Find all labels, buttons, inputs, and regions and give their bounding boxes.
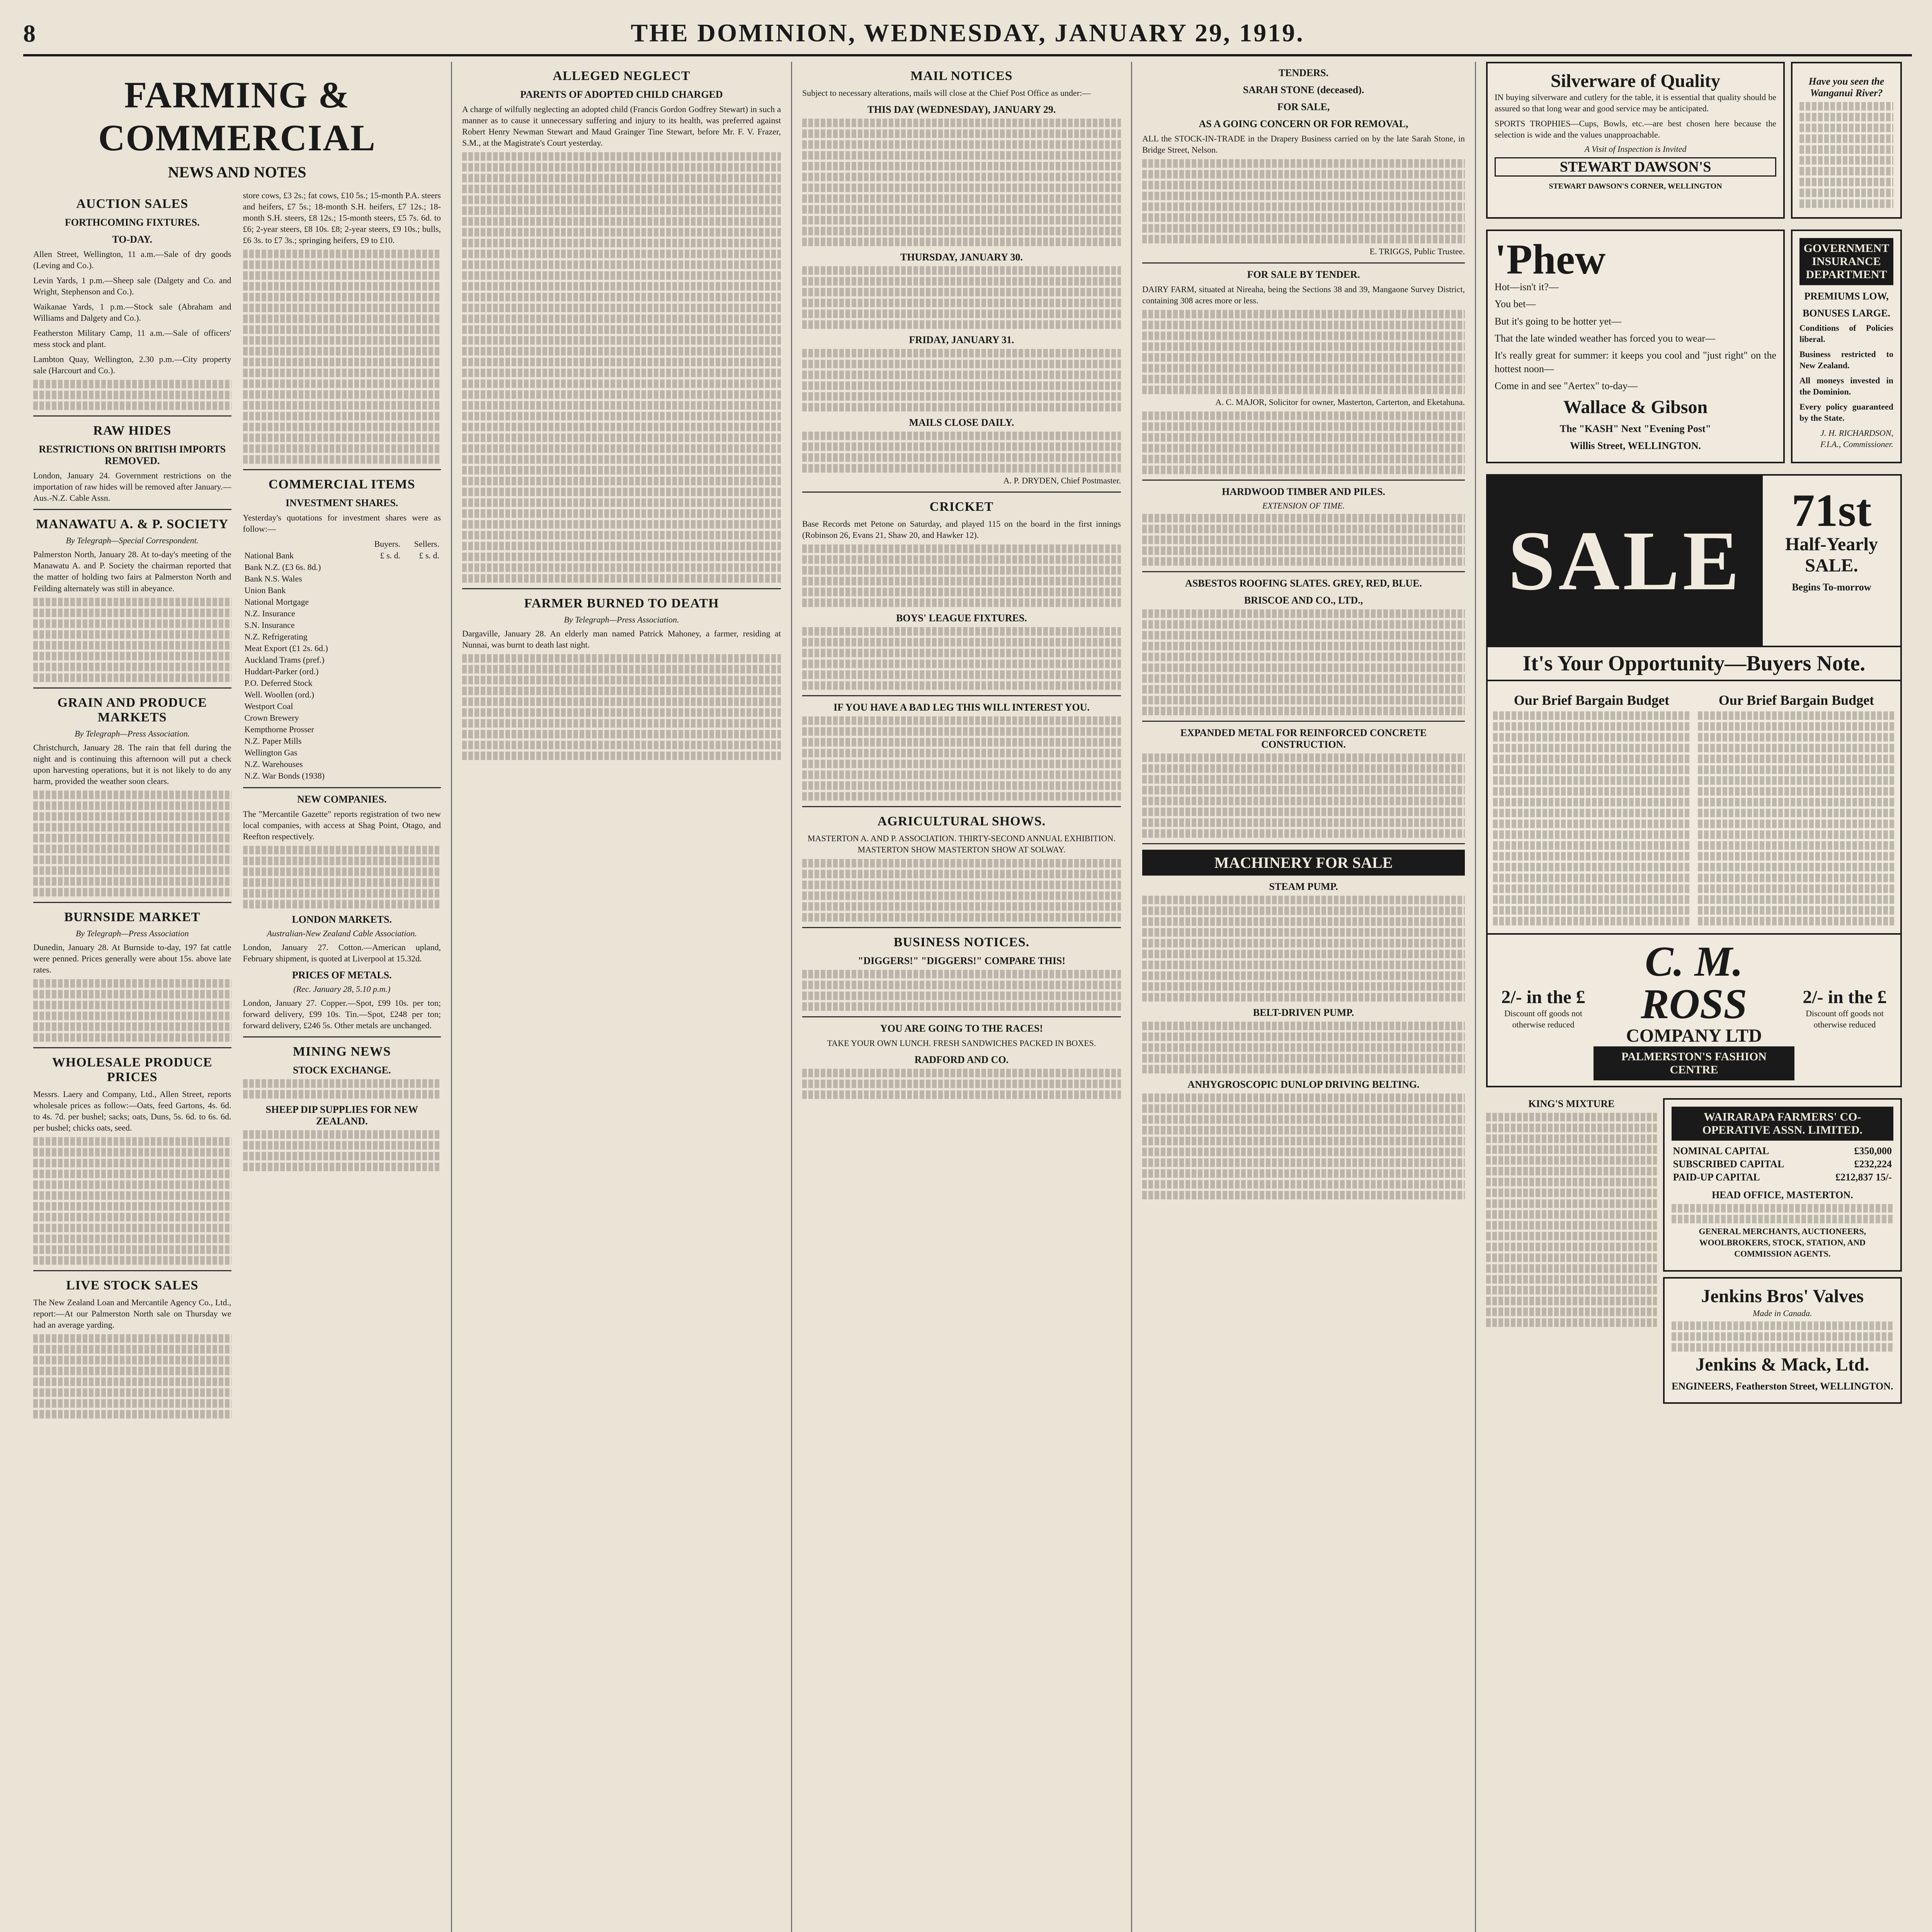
share-buyers: [362, 666, 402, 677]
visit-notice: A Visit of Inspection is Invited: [1584, 144, 1687, 154]
auction-line: Featherston Military Camp, 11 a.m.—Sale of officers' mess stock and plant.: [33, 328, 231, 349]
phew-line: Come in and see "Aertex" to-day—: [1495, 380, 1638, 391]
triggs-signature: E. TRIGGS, Public Trustee.: [1369, 247, 1465, 257]
share-name: N.Z. Refrigerating: [244, 632, 308, 642]
share-sellers: [402, 666, 441, 677]
silverware-title: Silverware of Quality: [1550, 71, 1721, 91]
share-buyers: [362, 654, 402, 666]
ross-logo: C. M. ROSS: [1641, 938, 1747, 1028]
share-name: Union Bank: [244, 585, 286, 595]
share-sellers: [402, 759, 441, 770]
wanganui-heading: Have you seen the Wanganui River?: [1808, 76, 1884, 99]
table-row: [243, 643, 441, 654]
col-buyers: Buyers.: [374, 539, 401, 549]
half-yearly-panel: [1763, 476, 1900, 646]
investment-heading: INVESTMENT SHARES.: [286, 497, 398, 509]
jenkins-title: Jenkins Bros' Valves: [1701, 1286, 1864, 1307]
diggers-notice: "DIGGERS!" "DIGGERS!" COMPARE THIS!: [857, 955, 1066, 967]
govt-note: All moneys invested in the Dominion.: [1799, 376, 1893, 397]
farmer-heading: FARMER BURNED TO DEATH: [524, 596, 719, 611]
metals-subheading: (Rec. January 28, 5.10 p.m.): [293, 984, 391, 994]
table-row: [243, 654, 441, 666]
column-mail: [792, 62, 1132, 1932]
section-title: FARMING & COMMERCIAL: [98, 74, 376, 158]
discount-right: 2/- in the £: [1803, 987, 1887, 1008]
cricket-heading: CRICKET: [929, 500, 994, 514]
manawatu-text: Palmerston North, January 28. At to-day's meeting of the Manawatu A. and P. Society the chairman reported that the matter of holding two fairs at Palmerston North and Feilding alternately was still in abeyance.: [33, 549, 231, 593]
share-buyers: [362, 712, 402, 724]
auction-line: Waikanae Yards, 1 p.m.—Stock sale (Abraham and Williams and Dalgety and Co.).: [33, 302, 231, 323]
share-name: Huddart-Parker (ord.): [244, 667, 319, 677]
table-row: [243, 585, 441, 596]
aertex-ad: [1486, 230, 1785, 463]
manawatu-heading: MANAWATU A. & P. SOCIETY: [36, 517, 229, 532]
share-sellers: [402, 712, 441, 724]
share-buyers: [362, 608, 402, 619]
jenkins-made: Made in Canada.: [1753, 1308, 1812, 1318]
capital-value: £212,837 15/-: [1835, 1172, 1892, 1183]
govt-note: Conditions of Policies liberal.: [1799, 323, 1893, 344]
table-row: [243, 747, 441, 759]
share-sellers: [402, 735, 441, 747]
share-name: N.Z. Insurance: [244, 609, 295, 619]
share-sellers: [402, 654, 441, 666]
sale-banner: [1488, 476, 1763, 646]
table-row: [243, 677, 441, 689]
farmer-byline: By Telegraph—Press Association.: [564, 615, 679, 625]
share-name: National Bank: [244, 551, 294, 561]
govt-note: Every policy guaranteed by the State.: [1799, 402, 1893, 423]
farmer-text: Dargaville, January 28. An elderly man named Patrick Mahoney, a farmer, residing at Nunnai, was burnt to death last night.: [462, 629, 781, 650]
auction-line: Lambton Quay, Wellington, 2.30 p.m.—City property sale (Harcourt and Co.).: [33, 354, 231, 376]
page-number: 8: [23, 20, 36, 47]
share-buyers: [362, 561, 402, 573]
wallace-gibson-tagline: The "KASH" Next "Evening Post": [1560, 423, 1711, 435]
small-ads-column: [1486, 1093, 1657, 1409]
masthead: [23, 15, 1912, 56]
capital-label: PAID-UP CAPITAL: [1673, 1172, 1760, 1183]
phew-line: But it's going to be hotter yet—: [1495, 315, 1622, 327]
opportunity-banner: It's Your Opportunity—Buyers Note.: [1488, 646, 1900, 681]
share-sellers: [402, 631, 441, 643]
wholesale-heading: WHOLESALE PRODUCE PRICES: [52, 1055, 213, 1084]
metals-text: London, January 27. Copper.—Spot, £99 10s. per ton; forward delivery, £99 10s. Tin.—Spot, £248 per ton; forward delivery, £246 5s. Other metals are unchanged.: [243, 998, 441, 1031]
hardwood-heading: HARDWOOD TIMBER AND PILES.: [1222, 486, 1385, 498]
table-row: [243, 689, 441, 701]
budget-heading-left: Our Brief Bargain Budget: [1514, 692, 1670, 708]
mail-day: MAILS CLOSE DAILY.: [909, 417, 1014, 429]
sheep-dip-heading: SHEEP DIP SUPPLIES FOR NEW ZEALAND.: [265, 1104, 418, 1127]
table-row: [243, 759, 441, 770]
auction-line: Allen Street, Wellington, 11 a.m.—Sale of dry goods (Leving and Co.).: [33, 249, 231, 270]
share-buyers: [362, 689, 402, 701]
grain-byline: By Telegraph—Press Association.: [75, 728, 190, 738]
wallace-gibson-name: Wallace & Gibson: [1563, 397, 1708, 418]
wanganui-ad: [1791, 62, 1902, 219]
belt-pump-heading: BELT-DRIVEN PUMP.: [1253, 1007, 1354, 1019]
share-buyers: [362, 585, 402, 596]
major-signature: A. C. MAJOR, Solicitor for owner, Masterton, Carterton, and Eketahuna.: [1215, 397, 1465, 407]
london-byline: Australian-New Zealand Cable Association.: [267, 929, 417, 939]
table-row: [243, 666, 441, 677]
auction-line: Levin Yards, 1 p.m.—Sheep sale (Dalgety and Co. and Wright, Stephenson and Co.).: [33, 276, 231, 297]
budget-heading-right: Our Brief Bargain Budget: [1718, 692, 1874, 708]
mail-day: FRIDAY, JANUARY 31.: [909, 334, 1014, 346]
races-text: TAKE YOUR OWN LUNCH. FRESH SANDWICHES PACKED IN BOXES.: [827, 1038, 1096, 1048]
capital-label: SUBSCRIBED CAPITAL: [1673, 1158, 1784, 1170]
share-name: Meat Export (£1 2s. 6d.): [244, 643, 328, 653]
table-row: [243, 770, 441, 782]
bad-leg-heading: IF YOU HAVE A BAD LEG THIS WILL INTEREST YOU.: [833, 702, 1090, 713]
fixtures-heading: FORTHCOMING FIXTURES.: [65, 217, 200, 228]
anhydrous-heading: ANHYGROSCOPIC DUNLOP DRIVING BELTING.: [1187, 1079, 1420, 1090]
stewart-dawson-ad: [1486, 62, 1785, 219]
ross-fashion-centre: PALMERSTON'S FASHION CENTRE: [1594, 1046, 1794, 1080]
discount-left: 2/- in the £: [1501, 987, 1585, 1008]
share-sellers: [402, 701, 441, 712]
grain-heading: GRAIN AND PRODUCE MARKETS: [57, 695, 207, 724]
table-row: [243, 724, 441, 735]
share-buyers: [362, 631, 402, 643]
going-concern-heading: AS A GOING CONCERN OR FOR REMOVAL,: [1199, 118, 1408, 129]
page-columns: [23, 62, 1912, 1932]
table-row: [243, 573, 441, 585]
government-insurance-ad: [1791, 230, 1902, 463]
share-name: Well. Woollen (ord.): [244, 690, 315, 700]
share-sellers: [402, 619, 441, 631]
discount-right-text: Discount off goods not otherwise reduced: [1806, 1009, 1884, 1030]
table-row: [1672, 1145, 1893, 1158]
phew-line: You bet—: [1495, 298, 1536, 310]
column-neglect: [452, 62, 792, 1932]
table-row: [243, 701, 441, 712]
stewart-dawson-address: STEWART DAWSON'S CORNER, WELLINGTON: [1549, 182, 1722, 191]
tenders-heading: TENDERS.: [1278, 67, 1329, 78]
sale-half-yearly: Half-Yearly: [1785, 534, 1878, 555]
share-sellers: [402, 689, 441, 701]
livestock-text: The New Zealand Loan and Mercantile Agency Co., Ltd., report:—At our Palmerston North sale on Thursday we had an average yarding.: [33, 1297, 231, 1330]
machinery-heading: MACHINERY FOR SALE: [1142, 850, 1465, 876]
phew-line: It's really great for summer: it keeps you cool and "just right" on the hottest noon—: [1495, 350, 1776, 374]
table-row: [243, 596, 441, 608]
masthead-title: THE DOMINION, WEDNESDAY, JANUARY 29, 1919.: [631, 19, 1304, 47]
table-row: [243, 561, 441, 573]
agricultural-text: MASTERTON A. AND P. ASSOCIATION. THIRTY-SECOND ANNUAL EXHIBITION. MASTERTON SHOW MASTERTON SHOW AT SOLWAY.: [808, 833, 1116, 855]
share-name: Westport Coal: [244, 701, 293, 711]
neglect-subheading: PARENTS OF ADOPTED CHILD CHARGED: [520, 89, 723, 100]
phew-line: That the late winded weather has forced you to wear—: [1495, 332, 1716, 344]
mail-day: THIS DAY (WEDNESDAY), JANUARY 29.: [867, 104, 1056, 116]
jenkins-ad: [1663, 1277, 1902, 1404]
tender-sale-heading: FOR SALE BY TENDER.: [1247, 269, 1360, 281]
govt-note: Business restricted to New Zealand.: [1799, 349, 1893, 371]
share-buyers: £ s. d.: [380, 551, 401, 561]
share-buyers: [362, 759, 402, 770]
general-merchants: GENERAL MERCHANTS, AUCTIONEERS, WOOLBROKERS, STOCK, STATION, AND COMMISSION AGENTS.: [1699, 1226, 1866, 1259]
hardwood-subheading: EXTENSION OF TIME.: [1262, 501, 1345, 511]
commercial-heading: COMMERCIAL ITEMS: [268, 477, 415, 492]
table-row: [243, 619, 441, 631]
sale-begins: Begins To-morrow: [1792, 582, 1871, 593]
share-name: N.Z. Warehouses: [244, 759, 303, 769]
share-sellers: [402, 561, 441, 573]
going-concern-text: ALL the STOCK-IN-TRADE in the Drapery Business carried on by the late Sarah Stone, in Bridge Street, Nelson.: [1142, 134, 1465, 155]
table-row: [243, 538, 441, 550]
share-buyers: [362, 643, 402, 654]
share-sellers: [402, 596, 441, 608]
stock-exchange-heading: STOCK EXCHANGE.: [293, 1065, 391, 1076]
neglect-text: A charge of wilfully neglecting an adopted child (Francis Gordon Godfrey Stewart) in such a manner as to cause it unnecessary suffering and injury to its health, was preferred against Robert Henry Newman Stewart and Maud Grainger Tine Stewart, before Mr. F. V. Frazer, S.M., at the Magistrate's Court yesterday.: [462, 104, 781, 148]
raw-hides-text: London, January 24. Government restrictions on the importation of raw hides will be removed after January.—Aus.-N.Z. Cable Assn.: [33, 471, 231, 503]
london-text: London, January 27. Cotton.—American upland, February shipment, is quoted at Liverpool at 15.32d.: [243, 942, 441, 964]
neglect-heading: ALLEGED NEGLECT: [553, 69, 690, 83]
table-row: [243, 712, 441, 724]
sale-71st: 71st: [1791, 485, 1872, 536]
stewart-dawson-name: STEWART DAWSON'S: [1495, 157, 1776, 177]
wallace-gibson-address: Willis Street, WELLINGTON.: [1570, 440, 1701, 452]
share-name: S.N. Insurance: [244, 620, 295, 630]
agricultural-heading: AGRICULTURAL SHOWS.: [877, 814, 1046, 829]
share-name: National Mortgage: [244, 597, 309, 607]
burnside-heading: BURNSIDE MARKET: [64, 910, 201, 924]
column-tenders: [1132, 62, 1476, 1932]
briscoe-name: BRISCOE AND CO., LTD.,: [1244, 595, 1363, 606]
investment-intro: Yesterday's quotations for investment shares were as follow:—: [243, 513, 441, 534]
share-sellers: £ s. d.: [419, 551, 439, 561]
new-companies-heading: NEW COMPANIES.: [297, 794, 387, 805]
share-buyers: [362, 770, 402, 782]
sports-text: SPORTS TROPHIES—Cups, Bowls, etc.—are best chosen here because the selection is wide and the values unapproachable.: [1495, 119, 1776, 140]
phew-title: 'Phew: [1495, 236, 1606, 283]
cricket-text: Base Records met Petone on Saturday, and played 115 on the board in the first innings (Robinson 26, Evans 21, Shaw 20, and Hawker 12).: [802, 519, 1121, 540]
livestock-heading: LIVE STOCK SALES: [66, 1278, 199, 1293]
col-sellers: Sellers.: [414, 539, 439, 549]
capital-table: [1672, 1145, 1893, 1184]
share-buyers: [362, 747, 402, 759]
head-office: HEAD OFFICE, MASTERTON.: [1712, 1189, 1853, 1201]
share-sellers: [402, 573, 441, 585]
share-sellers: [402, 747, 441, 759]
business-heading: BUSINESS NOTICES.: [893, 935, 1030, 950]
capital-value: £350,000: [1854, 1145, 1892, 1157]
jenkins-address: ENGINEERS, Featherston Street, WELLINGTON.: [1672, 1381, 1893, 1392]
share-buyers: [362, 701, 402, 712]
burnside-byline: By Telegraph—Press Association: [75, 928, 189, 938]
raw-hides-subheading: RESTRICTIONS ON BRITISH IMPORTS REMOVED.: [39, 444, 226, 467]
share-buyers: [362, 573, 402, 585]
new-companies-text: The "Mercantile Gazette" reports registration of two new local companies, with access at Shag Point, Otago, and Reefton respectively.: [243, 809, 441, 842]
expanded-metal-heading: EXPANDED METAL FOR REINFORCED CONCRETE CONSTRUCTION.: [1180, 727, 1427, 750]
kings-mixture-heading: KING'S MIXTURE: [1528, 1098, 1615, 1110]
govt-line: PREMIUMS LOW,: [1804, 291, 1889, 302]
mail-intro: Subject to necessary alterations, mails will close at the Chief Post Office as under:—: [802, 88, 1091, 98]
mining-heading: MINING NEWS: [293, 1044, 391, 1059]
share-name: N.Z. Paper Mills: [244, 736, 302, 746]
discount-left-text: Discount off goods not otherwise reduced: [1504, 1009, 1582, 1030]
sale-sale: SALE.: [1805, 555, 1858, 576]
burnside-text: Dunedin, January 28. At Burnside to-day, 197 fat cattle were penned. Prices generally were about 15s. above late rates.: [33, 942, 231, 975]
livestock-continued: store cows, £3 2s.; fat cows, £10 5s.; 15-month P.A. steers and heifers, £7 5s.; 18-month S.H. heifers, £7 12s.; 18-month S.H. steers, £8 12s.; 15-month steers, £5 7s. 6d. to £6; 2-year steers, £8 10s. £8; 2-year steers, £9 10s.; bulls, £6 3s. to £7 3s.; springing heifers, £9 to £10.: [243, 190, 441, 245]
ross-sale-ad: [1486, 474, 1902, 1087]
raw-hides-heading: RAW HIDES: [93, 423, 172, 438]
metals-heading: PRICES OF METALS.: [292, 969, 392, 981]
govt-insurance-title: GOVERNMENT INSURANCE DEPARTMENT: [1799, 238, 1893, 285]
share-name: Kempthorne Prosser: [244, 724, 314, 735]
table-row: [243, 735, 441, 747]
table-row: [243, 631, 441, 643]
dairy-text: DAIRY FARM, situated at Nireaha, being the Sections 38 and 39, Mangaone Survey District, containing 308 acres more or less.: [1142, 284, 1465, 306]
share-buyers: [362, 724, 402, 735]
table-row: [243, 550, 441, 561]
sale-word: SALE: [1508, 513, 1743, 608]
share-sellers: [402, 677, 441, 689]
govt-line: BONUSES LARGE.: [1803, 308, 1890, 319]
wairarapa-title: WAIRARAPA FARMERS' CO-OPERATIVE ASSN. LIMITED.: [1672, 1107, 1893, 1141]
capital-label: NOMINAL CAPITAL: [1673, 1145, 1769, 1157]
column-farming: [23, 62, 452, 1932]
share-name: Wellington Gas: [244, 748, 298, 758]
share-name: Bank N.S. Wales: [244, 574, 302, 584]
steam-pump-heading: STEAM PUMP.: [1269, 881, 1338, 893]
manawatu-byline: By Telegraph—Special Correspondent.: [66, 536, 199, 546]
share-buyers: [362, 735, 402, 747]
silverware-text: IN buying silverware and cutlery for the table, it is essential that quality should be assured so that long wear and good service may be anticipated.: [1495, 92, 1776, 114]
radford-notice: RADFORD AND CO.: [914, 1054, 1009, 1066]
table-row: [243, 608, 441, 619]
share-name: Bank N.Z. (£3 6s. 8d.): [244, 562, 321, 572]
jenkins-company: Jenkins & Mack, Ltd.: [1696, 1354, 1869, 1375]
shares-table: [243, 538, 441, 782]
section-subtitle: NEWS AND NOTES: [168, 163, 306, 181]
share-buyers: [362, 596, 402, 608]
races-heading: YOU ARE GOING TO THE RACES!: [880, 1023, 1043, 1034]
share-name: N.Z. War Bonds (1938): [244, 771, 325, 781]
column-advertisements: [1476, 62, 1912, 1932]
share-sellers: [402, 643, 441, 654]
wholesale-text: Messrs. Laery and Company, Ltd., Allen Street, reports wholesale prices as follow:—Oats, feed Gartons, 4s. 6d. to 4s. 7d. per bushel; sacks; oats, Duns, 5s. 6d. to 6s. 6d. per bushel; chicks oats, seed.: [33, 1089, 231, 1133]
share-sellers: [402, 770, 441, 782]
share-name: Auckland Trams (pref.): [244, 655, 325, 665]
for-sale-heading: FOR SALE,: [1277, 101, 1330, 112]
london-heading: LONDON MARKETS.: [292, 914, 392, 925]
capital-value: £232,224: [1854, 1158, 1892, 1170]
sarah-stone: SARAH STONE (deceased).: [1243, 84, 1364, 95]
share-buyers: [362, 677, 402, 689]
asbestos-heading: ASBESTOS ROOFING SLATES. GREY, RED, BLUE.: [1185, 578, 1422, 589]
mail-signature: A. P. DRYDEN, Chief Postmaster.: [1003, 476, 1121, 486]
share-name: P.O. Deferred Stock: [244, 678, 313, 688]
auction-heading: AUCTION SALES: [76, 197, 189, 211]
govt-signature: J. H. RICHARDSON, F.I.A., Commissioner.: [1820, 428, 1893, 449]
ross-company: COMPANY LTD: [1626, 1026, 1762, 1046]
wairarapa-ad: [1663, 1098, 1902, 1272]
phew-line: Hot—isn't it?—: [1495, 281, 1559, 293]
share-buyers: [362, 619, 402, 631]
share-sellers: [402, 724, 441, 735]
grain-text: Christchurch, January 28. The rain that fell during the night and is continuing this afternoon will put a check upon harvesting operations, but it is not likely to do any harm, provided the weather soon clears.: [33, 742, 231, 786]
mail-heading: MAIL NOTICES: [910, 69, 1013, 83]
share-name: Crown Brewery: [244, 713, 299, 723]
today-heading: TO-DAY.: [112, 234, 153, 245]
mail-day: THURSDAY, JANUARY 30.: [900, 252, 1023, 263]
share-sellers: [402, 585, 441, 596]
boys-league-heading: BOYS' LEAGUE FIXTURES.: [896, 612, 1027, 624]
share-sellers: [402, 608, 441, 619]
table-row: [1672, 1158, 1893, 1171]
table-row: [1672, 1171, 1893, 1184]
